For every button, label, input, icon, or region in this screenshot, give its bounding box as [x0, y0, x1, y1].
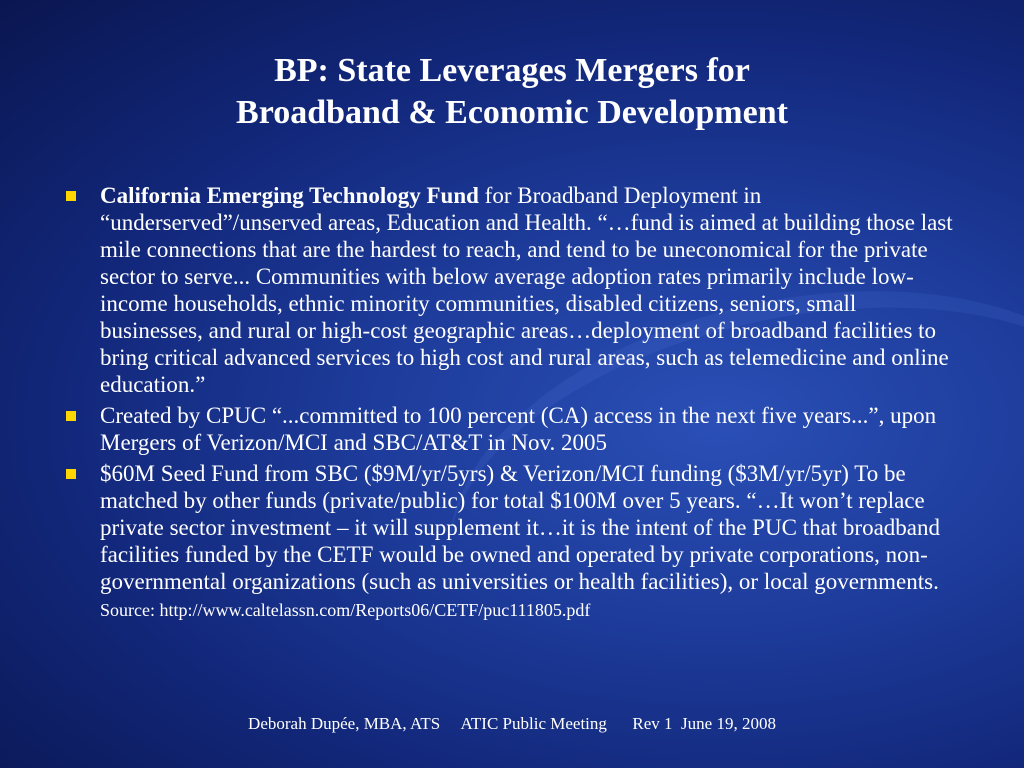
- bullet-bold-lead: California Emerging Technology Fund: [100, 183, 479, 208]
- bullet-list: [62, 182, 962, 628]
- square-bullet-icon: [66, 411, 76, 421]
- square-bullet-icon: [66, 191, 76, 201]
- bullet-item-cetf: [62, 182, 962, 398]
- title-line-1: BP: State Leverages Mergers for: [274, 52, 750, 89]
- bullet-item-cpuc: [62, 402, 962, 456]
- bullet-text: Created by CPUC “...committed to 100 percent (CA) access in the next five years...”, upon Mergers of Verizon/MCI and SBC/AT&T in Nov. 2005: [100, 403, 937, 455]
- slide-title: [0, 50, 1024, 134]
- bullet-text: $60M Seed Fund from SBC ($9M/yr/5yrs) & Verizon/MCI funding ($3M/yr/5yr) To be matched by other funds (private/public) for total $100M over 5 years. “…It won’t replace private sector investment – it will supplement it…it is the intent of the PUC that broadband facilities funded by the CETF would be owned and operated by private corporations, non-governmental organizations (such as universities or health facilities), or local governments.: [100, 461, 940, 594]
- title-line-2: Broadband & Economic Development: [236, 94, 788, 131]
- bullet-text: for Broadband Deployment in “underserved”/unserved areas, Education and Health. “…fund is aimed at building those last mile connections that are the hardest to reach, and tend to be uneconomical for the private sector to serve... Communities with below average adoption rates primarily include low-income households, ethnic minority communities, disabled citizens, seniors, small businesses, and rural or high-cost geographic areas…deployment of broadband facilities to bring critical advanced services to high cost and rural areas, such as telemedicine and online education.”: [100, 183, 953, 397]
- source-citation: Source: http://www.caltelassn.com/Reports06/CETF/puc111805.pdf: [100, 600, 591, 620]
- slide-footer: Deborah Dupée, MBA, ATS ATIC Public Meeting Rev 1 June 19, 2008: [248, 714, 776, 733]
- bullet-item-seed-fund: [62, 460, 962, 624]
- square-bullet-icon: [66, 469, 76, 479]
